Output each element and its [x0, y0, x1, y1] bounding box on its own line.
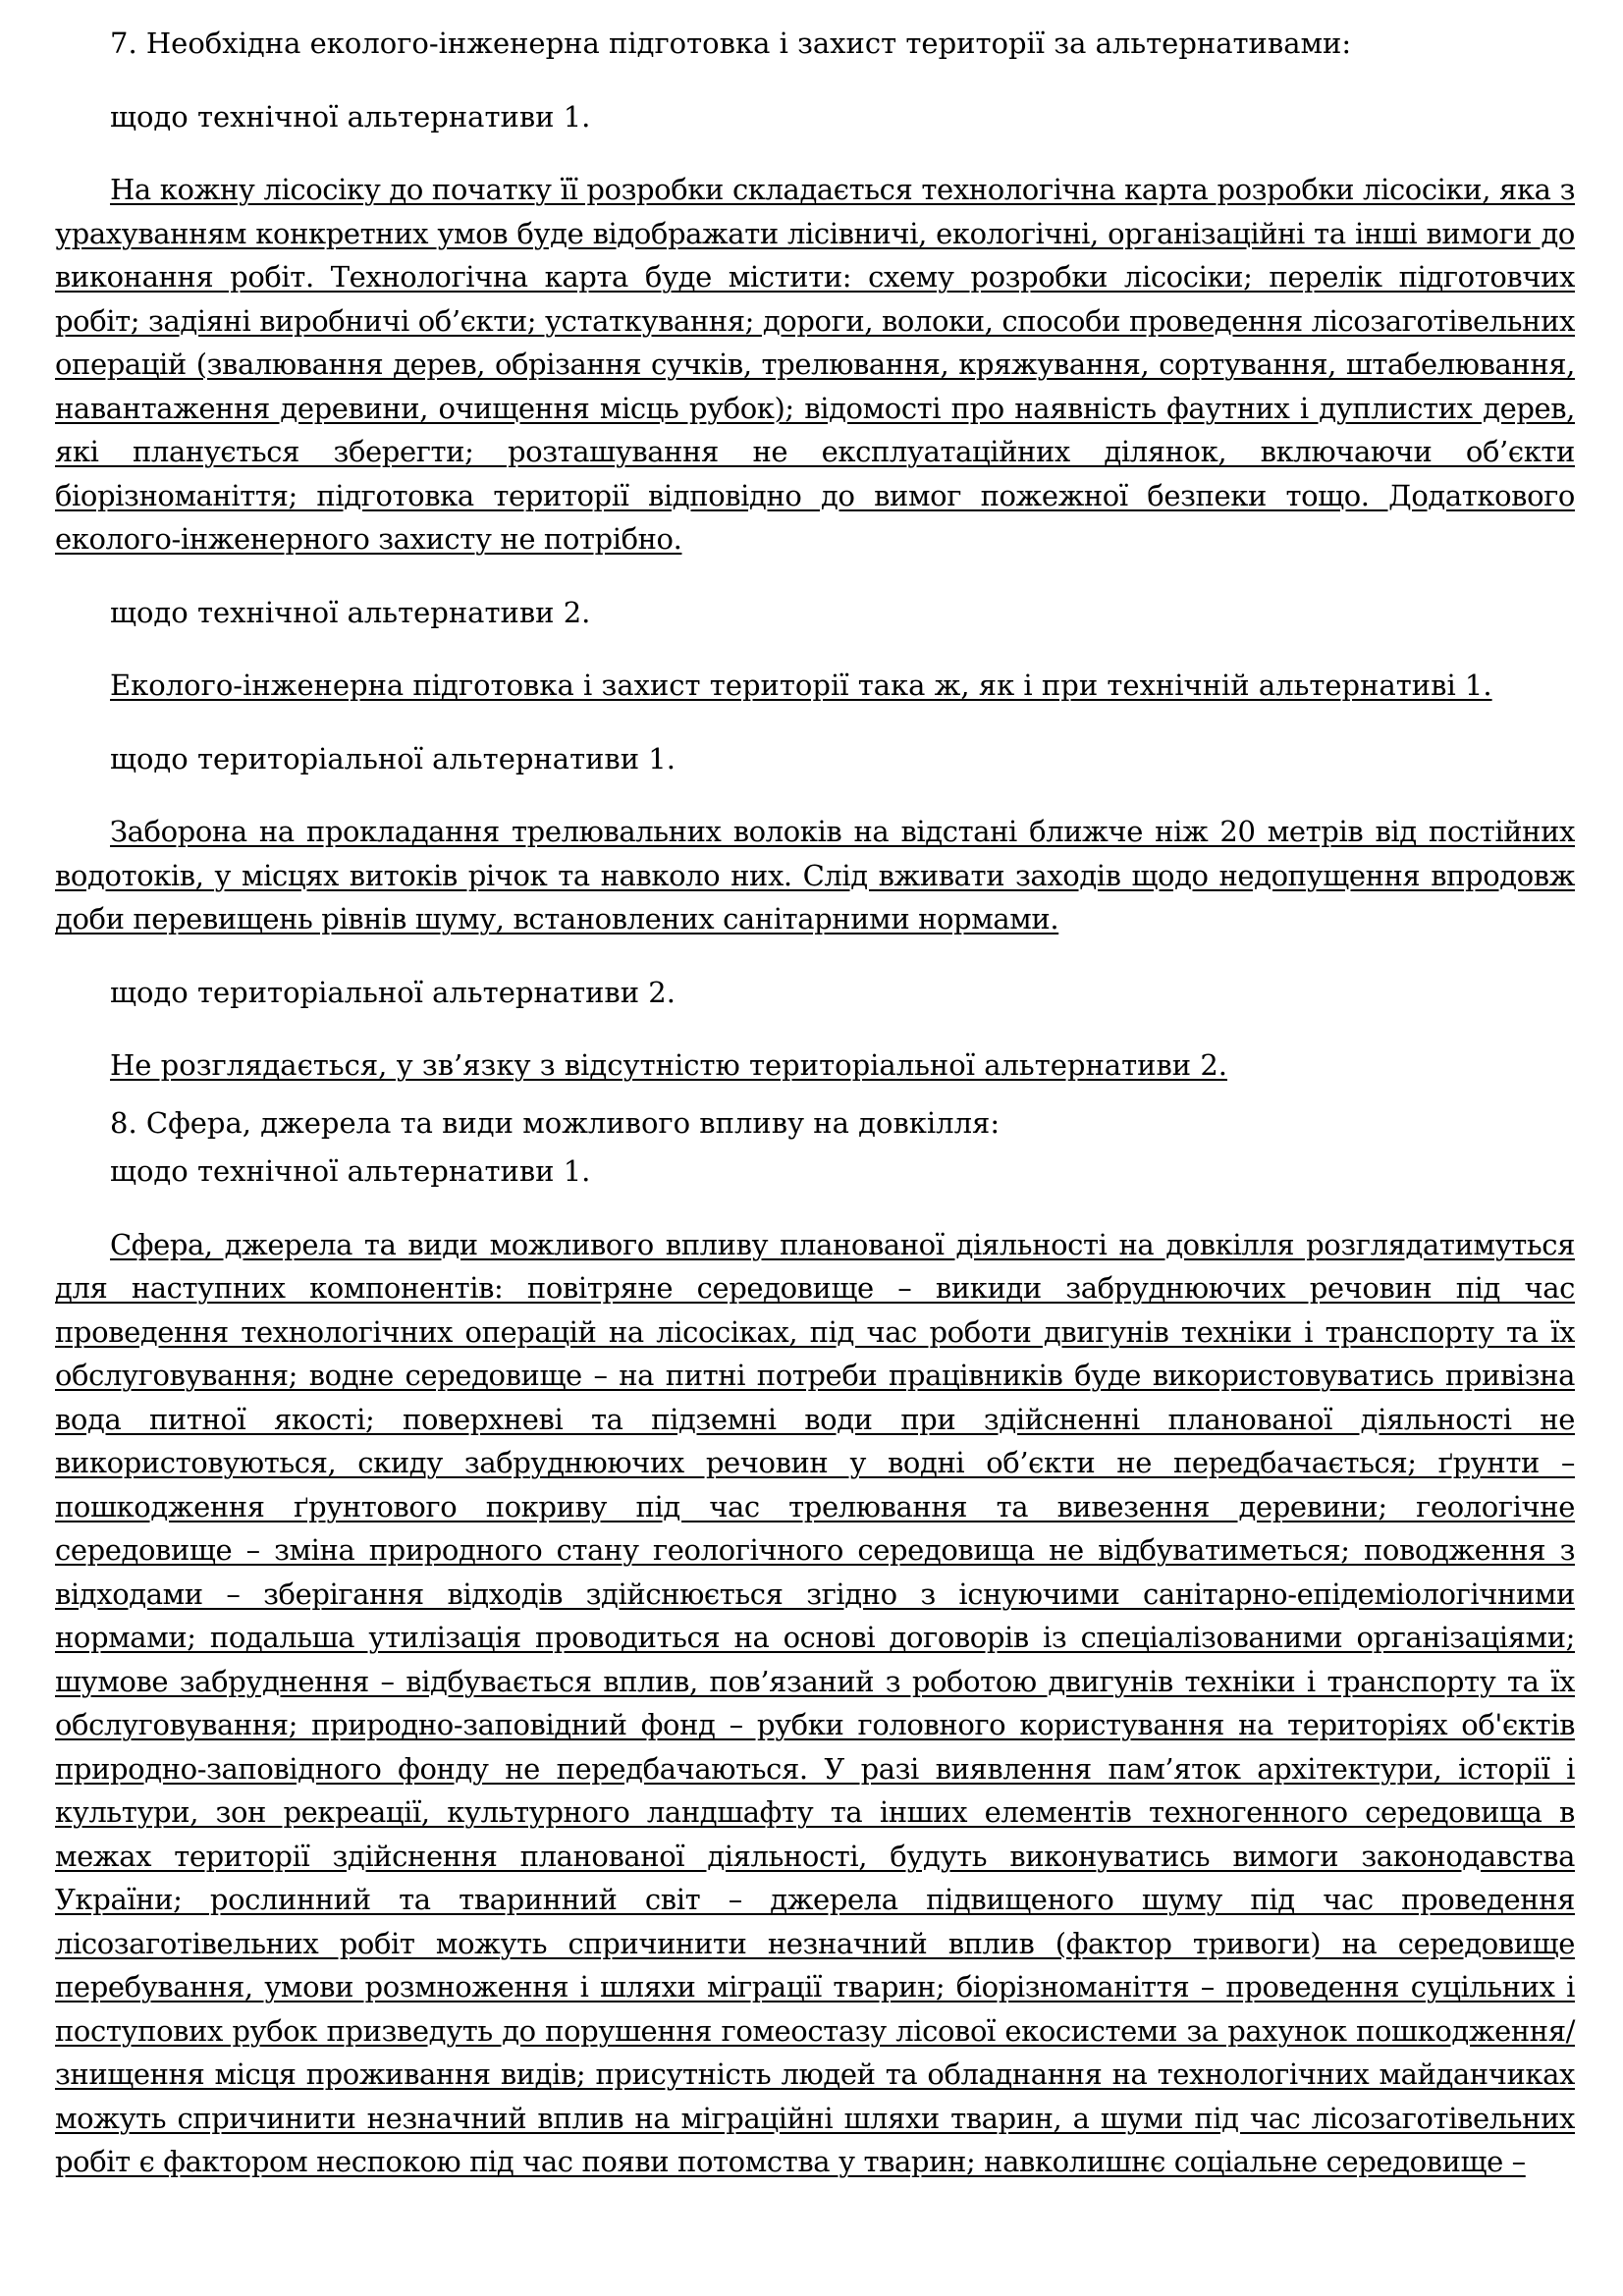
technical-alternative-2-label: щодо технічної альтернативи 2. — [110, 595, 591, 629]
territorial-alternative-1-text: Заборона на прокладання трелювальних волоків на відстані ближче ніж 20 метрів від постійних водотоків, у місцях витоків річок та навколо них. Слід вживати заходів щодо недопущення впродовж доби перевищень рівнів шуму, встановлених санітарними нормами. — [55, 815, 1575, 935]
territorial-alternative-2-text: Не розглядається, у зв’язку з відсутністю територіальної альтернативи 2. — [110, 1048, 1227, 1082]
section-8-technical-alternative-1-text: Сфера, джерела та види можливого впливу планованої діяльності на довкілля розглядатимуться для наступних компонентів: повітряне середовище – викиди забруднюючих речовин під час проведення технологічних операцій на лісосіках, під час роботи двигунів техніки і транспорту та їх обслуговування; водне середовище – на питні потреби працівників буде використовуватись привізна вода питної якості; поверхневі та підземні води при здійсненні планованої діяльності не використовуються, скиду забруднюючих речовин у водні об’єкти не передбачається; ґрунти – пошкодження ґрунтового покриву під час трелювання та вивезення деревини; геологічне середовище – зміна природного стану геологічного середовища не відбуватиметься; поводження з відходами – зберігання відходів здійснюється згідно з існуючими санітарно-епідеміологічними нормами; подальша утилізація проводиться на основі договорів із спеціалізованими організаціями; шумове забруднення – відбувається вплив, пов’язаний з роботою двигунів техніки і транспорту та їх обслуговування; природно-заповідний фонд – рубки головного користування на територіях об'єктів природно-заповідного фонду не передбачаються. У разі виявлення пам’яток архітектури, історії і культури, зон рекреації, культурного ландшафту та інших елементів техногенного середовища в межах території здійснення планованої діяльності, будуть виконуватись вимоги законодавства України; рослинний та тваринний світ – джерела підвищеного шуму під час проведення лісозаготівельних робіт можуть спричинити незначний вплив (фактор тривоги) на середовище перебування, умови розмноження і шляхи міграції тварин; біорізноманіття – проведення суцільних і поступових рубок призведуть до порушення гомеостазу лісової екосистеми за рахунок пошкодження/знищення місця проживання видів; присутність людей та обладнання на технологічних майданчиках можуть спричинити незначний вплив на міграційні шляхи тварин, а шуми під час лісозаготівельних робіт є фактором неспокою під час появи потомства у тварин; навколишнє соціальне середовище – — [55, 1227, 1575, 2178]
territorial-alternative-1-label: щодо територіальної альтернативи 1. — [110, 741, 676, 775]
section-8-technical-alternative-1-label: щодо технічної альтернативи 1. — [110, 1154, 591, 1188]
section-8-heading: 8. Сфера, джерела та види можливого впливу на довкілля: — [110, 1105, 1001, 1140]
technical-alternative-1-text: На кожну лісосіку до початку її розробки складається технологічна карта розробки лісосіки, яка з урахуванням конкретних умов буде відображати лісівничі, екологічні, організаційні та інші вимоги до виконання робіт. Технологічна карта буде містити: схему розробки лісосіки; перелік підготовчих робіт; задіяні виробничі об’єкти; устаткування; дороги, волоки, способи проведення лісозаготівельних операцій (звалювання дерев, обрізання сучків, трелювання, кряжування, сортування, штабелювання, навантаження деревини, очищення місць рубок); відомості про наявність фаутних і дуплистих дерев, які планується зберегти; розташування не експлуатаційних ділянок, включаючи об’єкти біорізноманіття; підготовка території відповідно до вимог пожежної безпеки тощо. Додаткового еколого-інженерного захисту не потрібно. — [55, 173, 1575, 556]
section-7-heading: 7. Необхідна еколого-інженерна підготовка і захист території за альтернативами: — [110, 27, 1352, 60]
technical-alternative-1-label: щодо технічної альтернативи 1. — [110, 99, 591, 133]
document-page — [55, 22, 1575, 2184]
technical-alternative-2-text: Еколого-інженерна підготовка і захист території така ж, як і при технічній альтернативі 1. — [110, 668, 1492, 702]
territorial-alternative-2-label: щодо територіальної альтернативи 2. — [110, 975, 676, 1009]
